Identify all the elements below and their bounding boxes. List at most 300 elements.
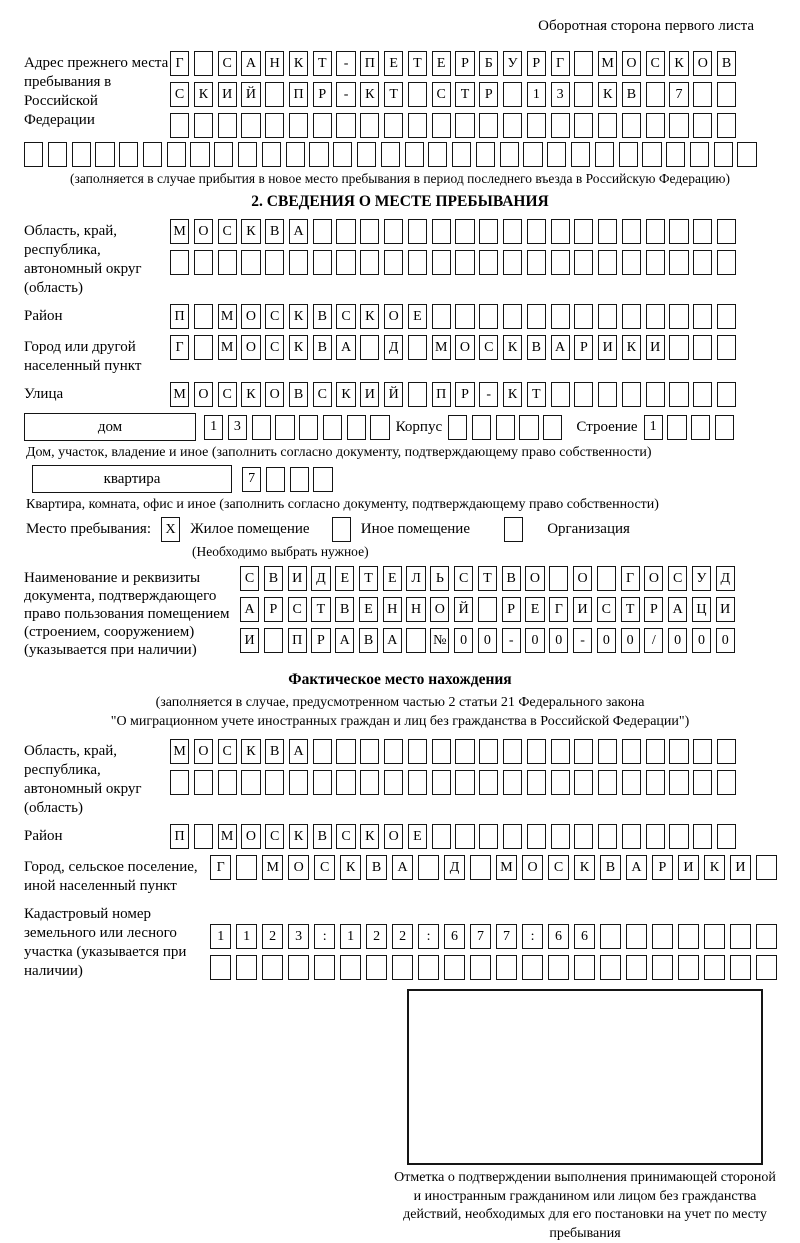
char-cell[interactable] — [455, 219, 474, 244]
char-cell[interactable] — [737, 142, 756, 167]
char-cell[interactable] — [717, 304, 736, 329]
char-cell[interactable] — [323, 415, 342, 440]
char-cell[interactable]: 2 — [262, 924, 283, 949]
char-cell[interactable] — [551, 824, 570, 849]
char-cell[interactable]: Т — [621, 597, 640, 622]
char-cell[interactable] — [170, 113, 189, 138]
char-cell[interactable] — [598, 304, 617, 329]
char-cell[interactable] — [551, 219, 570, 244]
char-cell[interactable]: И — [573, 597, 592, 622]
char-cell[interactable]: С — [336, 824, 355, 849]
char-cell[interactable]: О — [241, 824, 260, 849]
char-cell[interactable] — [194, 113, 213, 138]
char-cell[interactable]: У — [692, 566, 711, 591]
char-cell[interactable] — [336, 770, 355, 795]
char-cell[interactable]: 0 — [668, 628, 687, 653]
char-cell[interactable]: П — [170, 304, 189, 329]
char-cell[interactable] — [669, 304, 688, 329]
char-cell[interactable] — [574, 250, 593, 275]
char-cell[interactable] — [691, 415, 710, 440]
char-cell[interactable]: К — [669, 51, 688, 76]
char-cell[interactable] — [693, 335, 712, 360]
char-cell[interactable]: В — [289, 382, 308, 407]
char-cell[interactable]: И — [288, 566, 307, 591]
char-cell[interactable]: Н — [406, 597, 425, 622]
char-cell[interactable]: П — [432, 382, 451, 407]
char-cell[interactable] — [194, 51, 213, 76]
char-cell[interactable]: 0 — [478, 628, 497, 653]
char-cell[interactable] — [262, 955, 283, 980]
char-cell[interactable] — [551, 113, 570, 138]
char-cell[interactable] — [730, 955, 751, 980]
char-cell[interactable]: 0 — [597, 628, 616, 653]
char-cell[interactable] — [360, 335, 379, 360]
char-cell[interactable] — [600, 924, 621, 949]
char-cell[interactable] — [622, 382, 641, 407]
char-cell[interactable] — [756, 924, 777, 949]
char-cell[interactable] — [214, 142, 233, 167]
char-cell[interactable]: С — [646, 51, 665, 76]
char-cell[interactable]: В — [366, 855, 387, 880]
char-cell[interactable]: О — [241, 304, 260, 329]
char-cell[interactable] — [574, 113, 593, 138]
checkbox-organization[interactable] — [504, 517, 523, 542]
char-cell[interactable] — [289, 770, 308, 795]
char-cell[interactable]: Ц — [692, 597, 711, 622]
char-cell[interactable] — [448, 415, 467, 440]
char-cell[interactable]: С — [336, 304, 355, 329]
char-cell[interactable] — [360, 739, 379, 764]
char-cell[interactable]: Р — [311, 628, 330, 653]
char-cell[interactable] — [432, 219, 451, 244]
char-cell[interactable] — [265, 113, 284, 138]
char-cell[interactable]: Е — [408, 824, 427, 849]
char-cell[interactable]: Р — [652, 855, 673, 880]
char-cell[interactable] — [357, 142, 376, 167]
char-cell[interactable] — [714, 142, 733, 167]
char-cell[interactable] — [479, 304, 498, 329]
char-cell[interactable]: Й — [384, 382, 403, 407]
char-cell[interactable] — [479, 824, 498, 849]
char-cell[interactable] — [336, 739, 355, 764]
char-cell[interactable]: О — [522, 855, 543, 880]
char-cell[interactable] — [360, 250, 379, 275]
char-cell[interactable]: С — [265, 304, 284, 329]
char-cell[interactable]: О — [622, 51, 641, 76]
char-cell[interactable] — [360, 219, 379, 244]
char-cell[interactable] — [194, 335, 213, 360]
char-cell[interactable]: Т — [384, 82, 403, 107]
char-cell[interactable] — [646, 382, 665, 407]
char-cell[interactable] — [669, 250, 688, 275]
char-cell[interactable] — [472, 415, 491, 440]
char-cell[interactable] — [218, 770, 237, 795]
char-cell[interactable] — [522, 955, 543, 980]
char-cell[interactable]: С — [265, 335, 284, 360]
char-cell[interactable] — [756, 855, 777, 880]
char-cell[interactable]: А — [392, 855, 413, 880]
char-cell[interactable]: М — [170, 739, 189, 764]
char-cell[interactable]: О — [194, 739, 213, 764]
char-cell[interactable]: Г — [621, 566, 640, 591]
char-cell[interactable]: В — [265, 219, 284, 244]
char-cell[interactable] — [626, 924, 647, 949]
char-cell[interactable] — [543, 415, 562, 440]
char-cell[interactable] — [595, 142, 614, 167]
char-cell[interactable] — [693, 113, 712, 138]
char-cell[interactable] — [381, 142, 400, 167]
char-cell[interactable] — [218, 250, 237, 275]
char-cell[interactable] — [418, 955, 439, 980]
char-cell[interactable] — [336, 219, 355, 244]
char-cell[interactable] — [646, 770, 665, 795]
char-cell[interactable] — [289, 113, 308, 138]
char-cell[interactable]: К — [360, 82, 379, 107]
char-cell[interactable] — [646, 304, 665, 329]
char-cell[interactable]: М — [262, 855, 283, 880]
char-cell[interactable]: С — [218, 51, 237, 76]
char-cell[interactable]: А — [289, 739, 308, 764]
char-cell[interactable] — [432, 304, 451, 329]
char-cell[interactable] — [241, 770, 260, 795]
char-cell[interactable] — [299, 415, 318, 440]
char-cell[interactable] — [455, 824, 474, 849]
char-cell[interactable] — [336, 113, 355, 138]
char-cell[interactable] — [194, 304, 213, 329]
char-cell[interactable] — [266, 467, 285, 492]
char-cell[interactable] — [527, 304, 546, 329]
char-cell[interactable] — [190, 142, 209, 167]
char-cell[interactable]: К — [360, 824, 379, 849]
char-cell[interactable] — [574, 51, 593, 76]
char-cell[interactable] — [622, 739, 641, 764]
char-cell[interactable]: О — [288, 855, 309, 880]
char-cell[interactable] — [598, 824, 617, 849]
char-cell[interactable] — [72, 142, 91, 167]
char-cell[interactable]: К — [194, 82, 213, 107]
char-cell[interactable]: А — [668, 597, 687, 622]
char-cell[interactable]: П — [288, 628, 307, 653]
char-cell[interactable]: 2 — [392, 924, 413, 949]
char-cell[interactable] — [360, 770, 379, 795]
char-cell[interactable] — [717, 113, 736, 138]
char-cell[interactable] — [503, 770, 522, 795]
char-cell[interactable]: Н — [383, 597, 402, 622]
char-cell[interactable] — [717, 770, 736, 795]
char-cell[interactable]: Т — [408, 51, 427, 76]
char-cell[interactable] — [500, 142, 519, 167]
char-cell[interactable] — [551, 304, 570, 329]
char-cell[interactable] — [551, 739, 570, 764]
char-cell[interactable] — [48, 142, 67, 167]
char-cell[interactable] — [717, 382, 736, 407]
char-cell[interactable] — [666, 142, 685, 167]
char-cell[interactable] — [669, 770, 688, 795]
char-cell[interactable] — [455, 250, 474, 275]
char-cell[interactable]: О — [194, 382, 213, 407]
char-cell[interactable]: Г — [549, 597, 568, 622]
char-cell[interactable] — [717, 219, 736, 244]
char-cell[interactable]: А — [336, 335, 355, 360]
char-cell[interactable]: Г — [170, 335, 189, 360]
char-cell[interactable] — [313, 770, 332, 795]
char-cell[interactable]: К — [289, 824, 308, 849]
char-cell[interactable] — [275, 415, 294, 440]
char-cell[interactable] — [598, 739, 617, 764]
char-cell[interactable]: О — [241, 335, 260, 360]
char-cell[interactable] — [527, 219, 546, 244]
char-cell[interactable]: 0 — [454, 628, 473, 653]
char-cell[interactable] — [496, 955, 517, 980]
char-cell[interactable]: 0 — [692, 628, 711, 653]
char-cell[interactable] — [574, 770, 593, 795]
char-cell[interactable] — [241, 113, 260, 138]
char-cell[interactable]: Р — [479, 82, 498, 107]
char-cell[interactable]: С — [432, 82, 451, 107]
char-cell[interactable] — [241, 250, 260, 275]
char-cell[interactable] — [479, 739, 498, 764]
char-cell[interactable] — [597, 566, 616, 591]
char-cell[interactable]: О — [265, 382, 284, 407]
char-cell[interactable] — [690, 142, 709, 167]
char-cell[interactable]: Й — [241, 82, 260, 107]
char-cell[interactable]: В — [502, 566, 521, 591]
char-cell[interactable] — [642, 142, 661, 167]
char-cell[interactable] — [574, 382, 593, 407]
char-cell[interactable]: В — [359, 628, 378, 653]
char-cell[interactable] — [408, 219, 427, 244]
char-cell[interactable] — [408, 770, 427, 795]
char-cell[interactable]: В — [600, 855, 621, 880]
char-cell[interactable]: К — [241, 382, 260, 407]
char-cell[interactable] — [238, 142, 257, 167]
char-cell[interactable] — [598, 770, 617, 795]
char-cell[interactable]: : — [314, 924, 335, 949]
char-cell[interactable] — [479, 770, 498, 795]
char-cell[interactable] — [622, 824, 641, 849]
char-cell[interactable] — [646, 739, 665, 764]
char-cell[interactable] — [479, 250, 498, 275]
char-cell[interactable] — [503, 250, 522, 275]
char-cell[interactable] — [549, 566, 568, 591]
char-cell[interactable] — [693, 739, 712, 764]
char-cell[interactable]: А — [289, 219, 308, 244]
char-cell[interactable]: 1 — [236, 924, 257, 949]
char-cell[interactable]: 7 — [496, 924, 517, 949]
char-cell[interactable] — [384, 113, 403, 138]
char-cell[interactable] — [333, 142, 352, 167]
char-cell[interactable] — [432, 770, 451, 795]
char-cell[interactable]: Д — [384, 335, 403, 360]
char-cell[interactable] — [678, 955, 699, 980]
char-cell[interactable]: - — [502, 628, 521, 653]
char-cell[interactable] — [405, 142, 424, 167]
char-cell[interactable] — [693, 770, 712, 795]
char-cell[interactable]: 2 — [366, 924, 387, 949]
char-cell[interactable]: 7 — [242, 467, 261, 492]
char-cell[interactable] — [669, 219, 688, 244]
char-cell[interactable] — [574, 82, 593, 107]
char-cell[interactable] — [547, 142, 566, 167]
char-cell[interactable]: О — [573, 566, 592, 591]
char-cell[interactable] — [478, 597, 497, 622]
char-cell[interactable]: 0 — [716, 628, 735, 653]
char-cell[interactable]: 3 — [288, 924, 309, 949]
char-cell[interactable] — [470, 855, 491, 880]
char-cell[interactable]: 1 — [644, 415, 663, 440]
char-cell[interactable] — [598, 382, 617, 407]
char-cell[interactable] — [455, 739, 474, 764]
char-cell[interactable]: М — [218, 824, 237, 849]
char-cell[interactable] — [646, 113, 665, 138]
char-cell[interactable]: Т — [478, 566, 497, 591]
char-cell[interactable]: И — [716, 597, 735, 622]
char-cell[interactable]: С — [288, 597, 307, 622]
char-cell[interactable] — [143, 142, 162, 167]
char-cell[interactable] — [170, 250, 189, 275]
char-cell[interactable] — [693, 219, 712, 244]
char-cell[interactable] — [693, 304, 712, 329]
char-cell[interactable] — [704, 924, 725, 949]
char-cell[interactable]: В — [527, 335, 546, 360]
char-cell[interactable] — [693, 382, 712, 407]
char-cell[interactable]: Е — [335, 566, 354, 591]
char-cell[interactable] — [622, 770, 641, 795]
char-cell[interactable] — [519, 415, 538, 440]
char-cell[interactable] — [236, 855, 257, 880]
char-cell[interactable] — [479, 113, 498, 138]
char-cell[interactable] — [715, 415, 734, 440]
char-cell[interactable]: С — [218, 382, 237, 407]
char-cell[interactable] — [756, 955, 777, 980]
char-cell[interactable] — [24, 142, 43, 167]
char-cell[interactable] — [669, 739, 688, 764]
char-cell[interactable] — [392, 955, 413, 980]
char-cell[interactable] — [432, 824, 451, 849]
char-cell[interactable]: А — [240, 597, 259, 622]
char-cell[interactable]: К — [340, 855, 361, 880]
char-cell[interactable] — [432, 250, 451, 275]
char-cell[interactable] — [574, 824, 593, 849]
char-cell[interactable]: О — [430, 597, 449, 622]
char-cell[interactable] — [340, 955, 361, 980]
char-cell[interactable] — [366, 955, 387, 980]
char-cell[interactable] — [290, 467, 309, 492]
char-cell[interactable]: О — [644, 566, 663, 591]
char-cell[interactable] — [194, 770, 213, 795]
char-cell[interactable]: 0 — [525, 628, 544, 653]
char-cell[interactable] — [313, 219, 332, 244]
char-cell[interactable]: 1 — [210, 924, 231, 949]
char-cell[interactable]: И — [678, 855, 699, 880]
char-cell[interactable] — [455, 770, 474, 795]
char-cell[interactable] — [600, 955, 621, 980]
char-cell[interactable]: Т — [311, 597, 330, 622]
char-cell[interactable]: Л — [406, 566, 425, 591]
char-cell[interactable]: П — [170, 824, 189, 849]
char-cell[interactable] — [551, 250, 570, 275]
char-cell[interactable] — [408, 335, 427, 360]
char-cell[interactable] — [252, 415, 271, 440]
char-cell[interactable] — [167, 142, 186, 167]
char-cell[interactable]: : — [522, 924, 543, 949]
char-cell[interactable]: О — [384, 824, 403, 849]
char-cell[interactable] — [669, 382, 688, 407]
char-cell[interactable] — [170, 770, 189, 795]
char-cell[interactable]: К — [289, 335, 308, 360]
char-cell[interactable]: И — [646, 335, 665, 360]
char-cell[interactable] — [574, 219, 593, 244]
char-cell[interactable]: Г — [170, 51, 189, 76]
char-cell[interactable]: А — [335, 628, 354, 653]
char-cell[interactable] — [693, 250, 712, 275]
char-cell[interactable]: П — [289, 82, 308, 107]
char-cell[interactable] — [360, 113, 379, 138]
char-cell[interactable]: С — [170, 82, 189, 107]
char-cell[interactable] — [289, 250, 308, 275]
char-cell[interactable] — [479, 219, 498, 244]
char-cell[interactable] — [408, 739, 427, 764]
char-cell[interactable]: В — [313, 304, 332, 329]
char-cell[interactable]: 7 — [470, 924, 491, 949]
char-cell[interactable] — [717, 335, 736, 360]
char-cell[interactable]: К — [622, 335, 641, 360]
char-cell[interactable]: М — [432, 335, 451, 360]
char-cell[interactable]: С — [218, 739, 237, 764]
char-cell[interactable] — [265, 770, 284, 795]
char-cell[interactable] — [119, 142, 138, 167]
char-cell[interactable] — [667, 415, 686, 440]
char-cell[interactable] — [669, 113, 688, 138]
char-cell[interactable] — [418, 855, 439, 880]
char-cell[interactable] — [503, 113, 522, 138]
char-cell[interactable] — [574, 955, 595, 980]
char-cell[interactable]: Р — [574, 335, 593, 360]
char-cell[interactable]: П — [360, 51, 379, 76]
char-cell[interactable] — [527, 824, 546, 849]
char-cell[interactable]: 3 — [228, 415, 247, 440]
char-cell[interactable]: И — [360, 382, 379, 407]
char-cell[interactable]: О — [194, 219, 213, 244]
char-cell[interactable] — [408, 113, 427, 138]
char-cell[interactable] — [717, 82, 736, 107]
char-cell[interactable]: Г — [551, 51, 570, 76]
char-cell[interactable] — [730, 924, 751, 949]
char-cell[interactable] — [503, 82, 522, 107]
char-cell[interactable] — [646, 219, 665, 244]
char-cell[interactable] — [598, 250, 617, 275]
char-cell[interactable] — [646, 250, 665, 275]
char-cell[interactable] — [288, 955, 309, 980]
char-cell[interactable] — [646, 824, 665, 849]
char-cell[interactable]: Р — [455, 382, 474, 407]
char-cell[interactable]: - — [336, 82, 355, 107]
char-cell[interactable]: И — [730, 855, 751, 880]
char-cell[interactable]: М — [496, 855, 517, 880]
char-cell[interactable]: В — [313, 824, 332, 849]
char-cell[interactable]: Ь — [430, 566, 449, 591]
char-cell[interactable]: С — [218, 219, 237, 244]
char-cell[interactable] — [262, 142, 281, 167]
char-cell[interactable]: А — [383, 628, 402, 653]
char-cell[interactable]: 0 — [549, 628, 568, 653]
char-cell[interactable] — [527, 770, 546, 795]
char-cell[interactable] — [598, 113, 617, 138]
char-cell[interactable] — [717, 250, 736, 275]
char-cell[interactable]: 6 — [574, 924, 595, 949]
char-cell[interactable]: С — [548, 855, 569, 880]
char-cell[interactable]: Т — [359, 566, 378, 591]
